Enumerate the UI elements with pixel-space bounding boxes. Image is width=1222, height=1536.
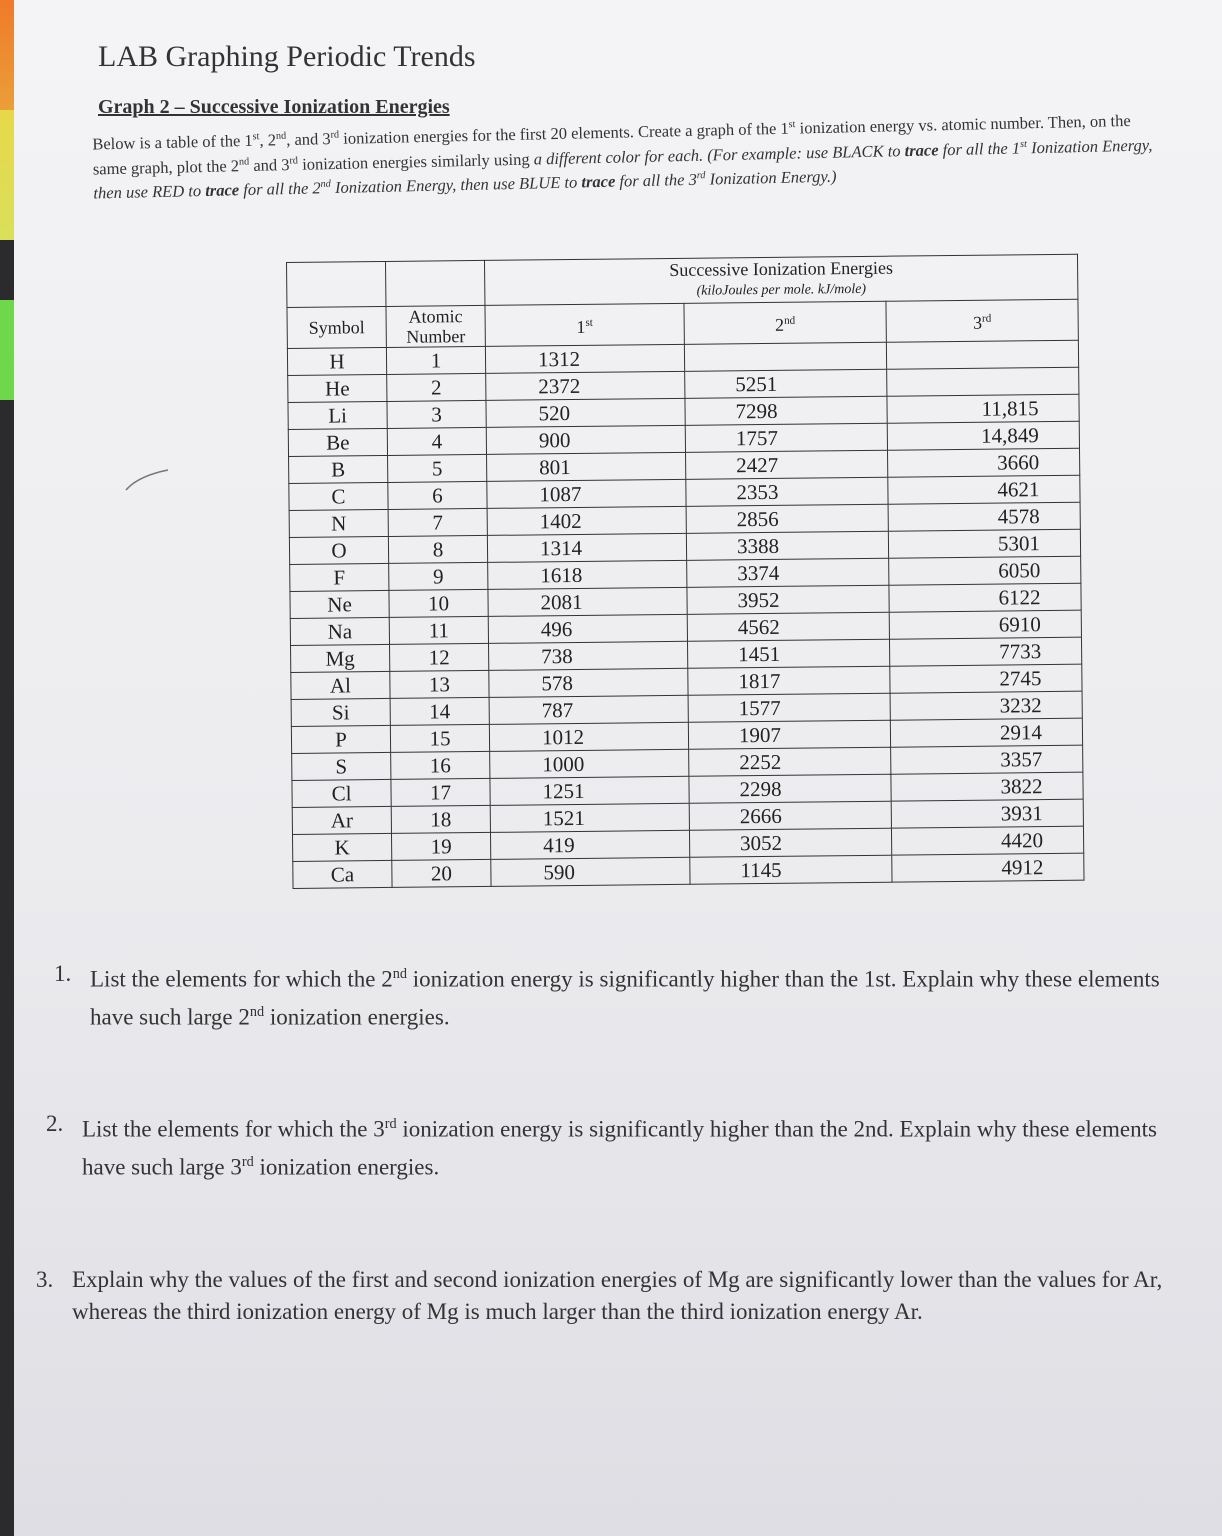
- cell-second-ie: 1817: [688, 666, 890, 695]
- cell-symbol: C: [289, 482, 388, 510]
- cell-first-ie: 419: [490, 830, 689, 859]
- cell-first-ie: 787: [489, 695, 688, 724]
- cell-symbol: B: [289, 455, 388, 483]
- table-units: (kiloJoules per mole. kJ/mole): [696, 281, 867, 299]
- column-header-atomic-number: Atomic Number: [386, 305, 485, 347]
- cell-second-ie: 1451: [687, 639, 889, 668]
- cell-first-ie: 2081: [488, 587, 687, 616]
- column-header-second: 2nd: [684, 301, 886, 344]
- cell-atomic-number: 2: [387, 373, 486, 401]
- cell-third-ie: 4578: [888, 502, 1080, 531]
- question-3: 3. Explain why the values of the first and second ionization energies of Mg are significantly lower than the values for Ar, whereas the third ionization energy of Mg is much larger than the third ionization energy Ar.: [36, 1267, 1163, 1324]
- column-header-symbol: Symbol: [287, 306, 386, 348]
- cell-atomic-number: 17: [391, 778, 490, 806]
- cell-atomic-number: 12: [390, 643, 489, 671]
- cell-first-ie: 2372: [486, 371, 685, 400]
- cell-third-ie: 3660: [888, 448, 1080, 477]
- cell-third-ie: 3822: [891, 772, 1083, 801]
- cell-third-ie: 5301: [888, 529, 1080, 558]
- table-title: Successive Ionization Energies: [669, 257, 893, 280]
- ionization-energy-table: [286, 254, 1085, 889]
- cell-second-ie: 5251: [685, 369, 887, 398]
- cell-symbol: He: [288, 374, 387, 402]
- cell-second-ie: 7298: [685, 396, 887, 425]
- cell-symbol: H: [287, 347, 386, 375]
- cell-symbol: O: [289, 536, 388, 564]
- cell-symbol: Be: [288, 428, 387, 456]
- section-subtitle: Graph 2 – Successive Ionization Energies: [98, 96, 450, 118]
- cell-second-ie: 1145: [690, 855, 892, 884]
- cell-second-ie: 1577: [688, 693, 890, 722]
- cell-second-ie: 3952: [687, 585, 889, 614]
- cell-symbol: Na: [290, 617, 389, 645]
- cell-first-ie: 1000: [490, 749, 689, 778]
- cell-symbol: Li: [288, 401, 387, 429]
- cell-symbol: Mg: [291, 644, 390, 672]
- cell-first-ie: 1521: [490, 803, 689, 832]
- background-object-green: [0, 300, 14, 400]
- cell-second-ie: 1907: [688, 720, 890, 749]
- cell-symbol: Ne: [290, 590, 389, 618]
- cell-third-ie: 3931: [891, 799, 1083, 828]
- cell-third-ie: [886, 340, 1078, 369]
- cell-third-ie: 3357: [891, 745, 1083, 774]
- cell-second-ie: 2353: [686, 477, 888, 506]
- cell-symbol: P: [291, 725, 390, 753]
- cell-second-ie: 2666: [689, 801, 891, 830]
- worksheet-page: [14, 0, 1222, 1536]
- cell-symbol: S: [292, 752, 391, 780]
- cell-atomic-number: 18: [391, 805, 490, 833]
- page-title: LAB Graphing Periodic Trends: [98, 40, 476, 73]
- cell-first-ie: 801: [487, 452, 686, 481]
- cell-first-ie: 590: [491, 857, 690, 886]
- cell-third-ie: [887, 367, 1079, 396]
- cell-third-ie: 11,815: [887, 394, 1079, 423]
- cell-first-ie: 1251: [490, 776, 689, 805]
- cell-first-ie: 520: [486, 398, 685, 427]
- cell-third-ie: 6050: [889, 556, 1081, 585]
- cell-second-ie: 2252: [689, 747, 891, 776]
- cell-first-ie: 1312: [485, 344, 684, 373]
- cell-second-ie: 3388: [686, 531, 888, 560]
- cell-atomic-number: 14: [390, 697, 489, 725]
- cell-symbol: Cl: [292, 779, 391, 807]
- cell-atomic-number: 19: [391, 832, 490, 860]
- cell-symbol: Al: [291, 671, 390, 699]
- question-2: 2. List the elements for which the 3rd ionization energy is significantly higher than the 2nd. Explain why these elements have such large 3rd ionization energies.: [46, 1111, 1157, 1180]
- cell-symbol: Si: [291, 698, 390, 726]
- cell-atomic-number: 9: [389, 562, 488, 590]
- cell-second-ie: 2856: [686, 504, 888, 533]
- pencil-mark-icon: [124, 468, 170, 492]
- cell-third-ie: 2914: [890, 718, 1082, 747]
- cell-symbol: Ca: [293, 860, 392, 888]
- cell-first-ie: 900: [486, 425, 685, 454]
- cell-atomic-number: 11: [389, 616, 488, 644]
- cell-first-ie: 496: [488, 614, 687, 643]
- table-header-blank: [385, 260, 484, 306]
- cell-first-ie: 1087: [487, 479, 686, 508]
- cell-atomic-number: 8: [388, 535, 487, 563]
- cell-atomic-number: 3: [387, 400, 486, 428]
- cell-third-ie: 6122: [889, 583, 1081, 612]
- question-1: 1. List the elements for which the 2nd ionization energy is significantly higher than the 1st. Explain why these elements have such large 2nd ionization energies.: [54, 961, 1160, 1030]
- cell-third-ie: 3232: [890, 691, 1082, 720]
- cell-second-ie: 2298: [689, 774, 891, 803]
- cell-second-ie: 1757: [685, 423, 887, 452]
- cell-atomic-number: 5: [388, 454, 487, 482]
- cell-atomic-number: 4: [387, 427, 486, 455]
- cell-second-ie: 3052: [689, 828, 891, 857]
- cell-atomic-number: 1: [386, 346, 485, 374]
- cell-first-ie: 1012: [489, 722, 688, 751]
- cell-first-ie: 738: [489, 641, 688, 670]
- cell-atomic-number: 13: [390, 670, 489, 698]
- table-header-blank: [287, 261, 386, 307]
- cell-third-ie: 2745: [890, 664, 1082, 693]
- cell-symbol: F: [290, 563, 389, 591]
- cell-first-ie: 578: [489, 668, 688, 697]
- cell-first-ie: 1402: [487, 506, 686, 535]
- cell-third-ie: 4912: [892, 853, 1084, 882]
- column-header-third: 3rd: [886, 299, 1078, 342]
- cell-symbol: Ar: [292, 806, 391, 834]
- cell-second-ie: 4562: [687, 612, 889, 641]
- cell-third-ie: 14,849: [887, 421, 1079, 450]
- cell-first-ie: 1314: [487, 533, 686, 562]
- cell-atomic-number: 10: [389, 589, 488, 617]
- cell-atomic-number: 7: [388, 508, 487, 536]
- cell-second-ie: 2427: [686, 450, 888, 479]
- cell-atomic-number: 20: [392, 859, 491, 887]
- table-main-header: [484, 254, 1077, 305]
- cell-second-ie: [684, 342, 886, 371]
- cell-third-ie: 4621: [888, 475, 1080, 504]
- cell-atomic-number: 15: [390, 724, 489, 752]
- cell-atomic-number: 6: [388, 481, 487, 509]
- cell-symbol: K: [292, 833, 391, 861]
- cell-third-ie: 4420: [891, 826, 1083, 855]
- cell-first-ie: 1618: [488, 560, 687, 589]
- cell-second-ie: 3374: [687, 558, 889, 587]
- cell-symbol: N: [289, 509, 388, 537]
- cell-third-ie: 6910: [889, 610, 1081, 639]
- column-header-first: 1st: [485, 303, 684, 346]
- cell-third-ie: 7733: [889, 637, 1081, 666]
- instructions-paragraph: Below is a table of the 1st, 2nd, and 3rd ionization energies for the first 20 elements. Create a graph of the 1st ionization energy vs. atomic number. Then, on the same graph, plot the 2nd and 3rd ionization energies similarly using a different color for each. (For example: use BLACK to trace for all the 1st Ionization Energy, then use RED to trace for all the 2nd Ionization Energy, then use BLUE to trace for all the 3rd Ionization Energy.): [92, 110, 1153, 203]
- cell-atomic-number: 16: [391, 751, 490, 779]
